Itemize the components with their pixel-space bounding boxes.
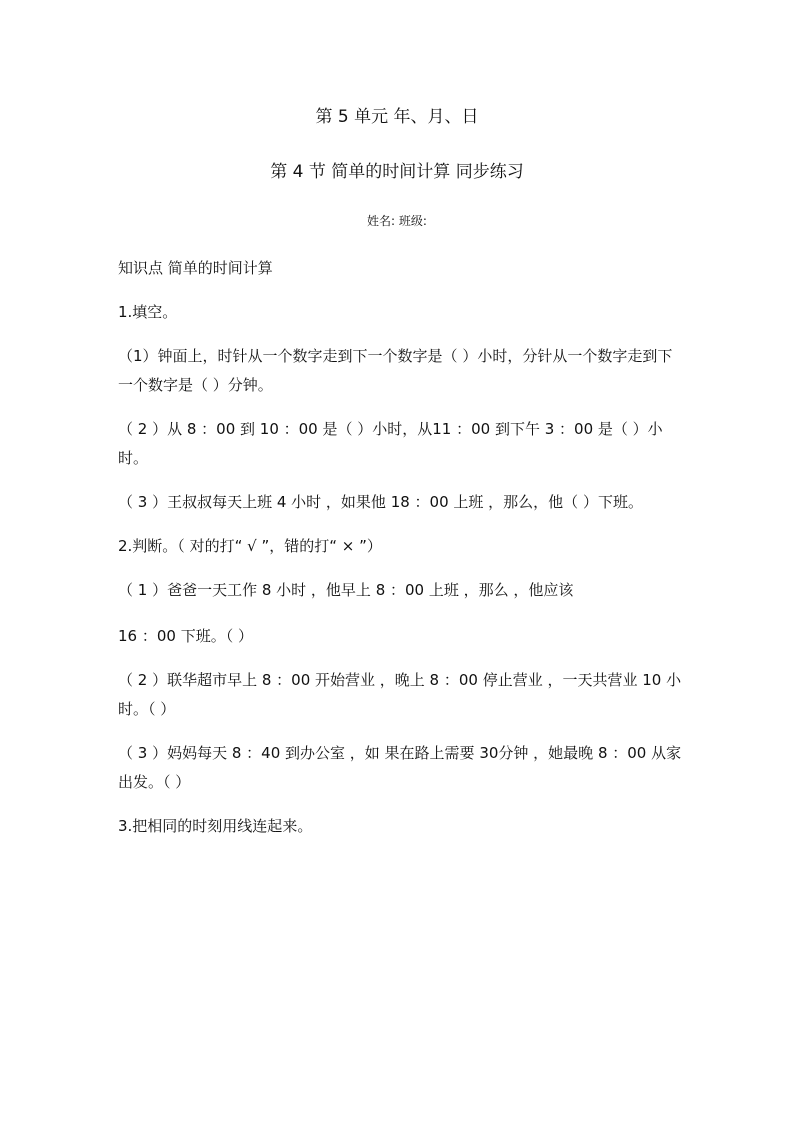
question-2-item-3: （ 3 ）妈妈每天 8 ：40 到办公室 ，如 果在路上需要 30分钟 ，她最晚 8 ：00 从家出发。（ ） <box>118 744 682 791</box>
question-2-item-1: （ 1 ）爸爸一天工作 8 小时 ，他早上 8 ：00 上班 ，那么 ，他应该 <box>118 581 574 599</box>
worksheet-content <box>118 254 684 856</box>
question-2-item-2: （ 2 ）联华超市早上 8 ：00 开始营业 ，晚上 8 ：00 停止营业 ，一天共营业 10 小时。（ ） <box>118 671 682 718</box>
question-2-item-1-continued: 16 ：00 下班。（ ） <box>118 627 253 645</box>
question-1-item-2: （ 2 ）从 8 ：00 到 10 ：00 是（ ）小时，从11 ：00 到下午 3 ：00 是（ ）小时。 <box>118 420 663 467</box>
knowledge-point: 知识点 简单的时间计算 <box>118 259 273 277</box>
student-info-line: 姓名: 班级: <box>367 214 427 228</box>
question-2-heading: 2.判断。（ 对的打“ √ ”，错的打“ × ”） <box>118 537 382 555</box>
question-1-item-3: （ 3 ）王叔叔每天上班 4 小时 ，如果他 18 ：00 上班 ，那么，他（ ）下班。 <box>118 493 643 511</box>
question-1-item-1: （1）钟面上，时针从一个数字走到下一个数字是（ ）小时，分针从一个数字走到下一个数字是（ ）分钟。 <box>118 347 673 394</box>
question-3-heading: 3.把相同的时刻用线连起来。 <box>118 817 313 835</box>
section-title: 第 4 节 简单的时间计算 同步练习 <box>270 162 524 182</box>
question-1-heading: 1.填空。 <box>118 303 178 321</box>
unit-title: 第 5 单元 年、月、日 <box>315 107 479 127</box>
